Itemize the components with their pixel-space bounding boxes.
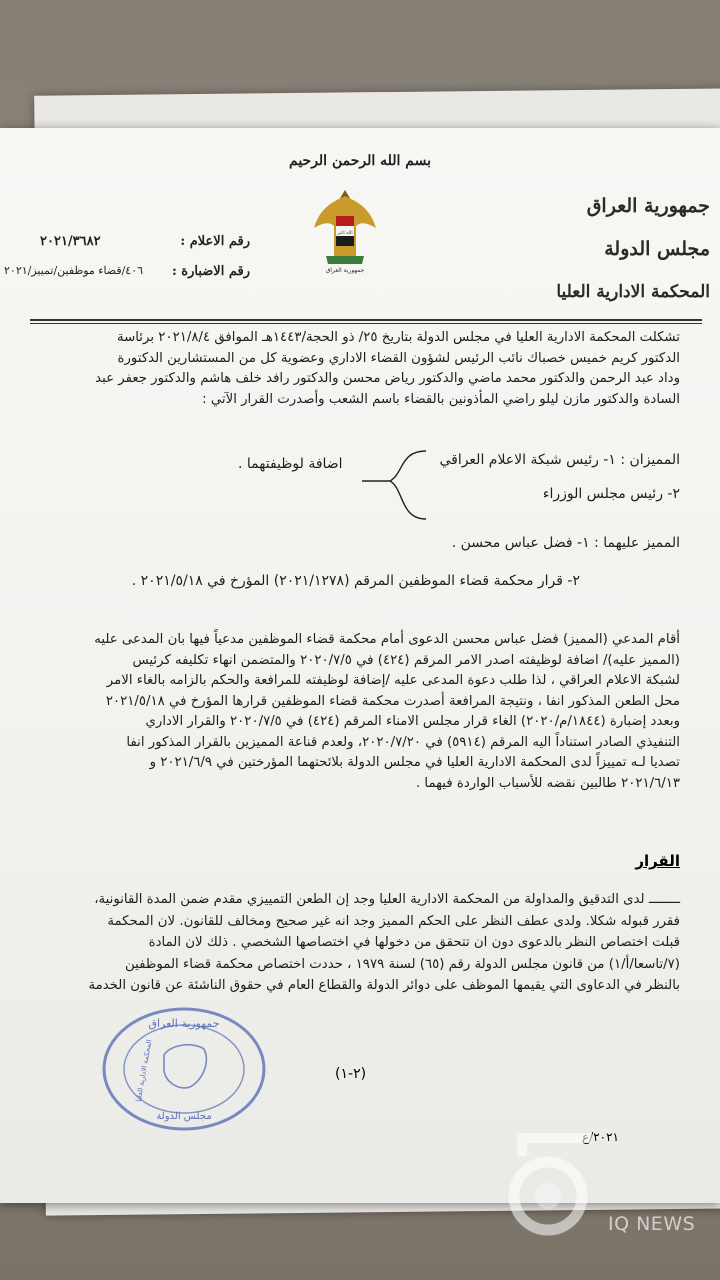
- iraq-emblem-icon: [312, 186, 378, 276]
- intro-line: السادة والدكتور مازن ليلو راضي المأذونين بالقضاء باسم الشعب وأصدرت القرار الآتي :: [202, 391, 680, 407]
- announcement-label: رقم الاعلام :: [180, 234, 250, 249]
- decision-paragraph: [30, 889, 680, 997]
- decision-line: (٧/تاسعا/أ/١) من قانون مجلس الدولة رقم (٦٥) لسنة ١٩٧٩ ، حددت اختصاص محكمة قضاء الموظفين: [124, 956, 680, 972]
- dossier-label: رقم الاضبارة :: [171, 264, 250, 279]
- facts-line: (المميز عليه)/ اضافة لوظيفته اصدر الامر المرقم (٤٢٤) في ٢٠٢٠/٧/٥ والمتضمن انهاء تكليفه كرئيس: [132, 652, 680, 668]
- org-republic: جمهورية العراق: [586, 195, 710, 217]
- iq-news-logo-icon: [492, 1130, 604, 1242]
- header-divider-thin: [30, 323, 702, 324]
- facts-line: أقام المدعي (المميز) فضل عباس محسن الدعوى أمام محكمة قضاء الموظفين مدعياً فيها بان المدعى عليه: [94, 632, 680, 647]
- appellant-1: ١- رئيس شبكة الاعلام العراقي: [439, 452, 616, 468]
- intro-line: الدكتور كريم خميس خصباك نائب الرئيس لشؤون القضاء الاداري وعضوية كل من المستشارين الدكتورة: [117, 350, 680, 366]
- facts-line: التنفيذي الصادر استناداً اليه المرقم (٥٩١٤) في ٢٠٢٠/٧/٢٠، ولعدم قناعة المميزين بالقرار المذكور انفا: [126, 734, 680, 750]
- decision-line: قبلت اختصاص النظر بالدعوى دون ان تتحقق من دخولها في اختصاصها الشخصي . ذلك لان المادة: [148, 935, 680, 950]
- decision-line: بالنظر في الدعاوى التي يقيمها الموظف على دوائر الدولة والقطاع العام في حقوق الناشئة عن قانون الخدمة: [88, 978, 680, 993]
- intro-line: تشكلت المحكمة الادارية العليا في مجلس الدولة بتاريخ ٢٥/ ذو الحجة/١٤٤٣هـ الموافق ٢٠٢١/٨/٤ برئاسة: [116, 330, 680, 345]
- appellants-row: [439, 452, 680, 468]
- respondent-row: [452, 535, 680, 551]
- grouping-brace: [360, 445, 430, 525]
- intro-paragraph: [40, 328, 680, 410]
- page-number: (٢-١): [335, 1066, 367, 1082]
- svg-text:جمهورية العراق: جمهورية العراق: [325, 267, 365, 274]
- svg-text:جمهورية العراق: جمهورية العراق: [148, 1017, 220, 1030]
- facts-line: تصديا لـه تمييزاً لدى المحكمة الادارية العليا في مجلس الدولة بلائحتهما المؤرختين في ٢٠٢١/٦/٩ و: [149, 755, 680, 770]
- svg-text:الله اكبر: الله اكبر: [337, 231, 353, 236]
- decision-line: فقرر قبوله شكلا. ولدى عطف النظر على الحكم المميز وجد انه غير صحيح ومخالف للقانون. لان المحكمة: [107, 913, 680, 929]
- header-divider: [30, 319, 702, 321]
- facts-line: محل الطعن المذكور انفا ، ونتيجة المرافعة أصدرت محكمة قضاء الموظفين قرارها المؤرخ في ٢٠٢١/٥/١٨: [105, 693, 680, 709]
- facts-line: لشبكة الاعلام العراقي ، لذا طلب دعوة المدعى عليه /إضافة لوظيفته للمرافعة والحكم بالزامه بالغاء الامر: [106, 673, 680, 688]
- appellant-2: ٢- رئيس مجلس الوزراء: [542, 486, 680, 502]
- org-state-council: مجلس الدولة: [604, 238, 710, 260]
- intro-line: وداد عبد الرحمن والدكتور محمد ماضي والدكتور رياض محسن والدكتور رافد خلف هاشم والدكتور جعفر عبد: [95, 371, 680, 386]
- institution-header: [505, 185, 710, 314]
- decision-line: ــــــــ لدى التدقيق والمداولة من المحكمة الادارية العليا وجد إن الطعن التمييزي مقدم ضمن المدة القانونية،: [94, 892, 680, 907]
- dossier-number-row: [0, 264, 250, 284]
- appellants-note: اضافة لوظيفتهما .: [238, 456, 343, 472]
- respondent-2: ٢- قرار محكمة قضاء الموظفين المرقم (٢٠٢١/١٢٧٨) المؤرخ في ٢٠٢١/٥/١٨ .: [131, 573, 580, 589]
- org-admin-court: المحكمة الادارية العليا: [556, 282, 710, 302]
- appellants-label: المميزان :: [620, 452, 680, 468]
- facts-line: ٢٠٢١/٦/١٣ طالبين نقضه للأسباب الواردة فيهما .: [415, 775, 680, 791]
- basmala-heading: بسم الله الرحمن الرحيم: [289, 153, 431, 169]
- svg-text:مجلس الدولة: مجلس الدولة: [156, 1111, 212, 1122]
- footer-date-code: ٢٠٢١/ع: [582, 1130, 619, 1144]
- official-stamp: [100, 1005, 268, 1133]
- dossier-value: ٤٠٦/قضاء موظفين/تمييز/٢٠٢١: [4, 264, 144, 277]
- facts-paragraph: [40, 630, 680, 794]
- announcement-value: ٢٠٢١/٣٦٨٢: [40, 234, 101, 249]
- svg-text:المحكمة الادارية العليا: المحكمة الادارية العليا: [134, 1039, 154, 1103]
- respondent-1: ١- فضل عباس محسن .: [451, 535, 590, 551]
- decision-title: القرار: [635, 852, 680, 870]
- facts-line: وبعدد إضبارة (١٨٤٤/م/٢٠٢٠) الغاء قرار مجلس الامناء المرقم (٤٢٤) في ٢٠٢٠/٧/٥ والقرار الاداري: [145, 714, 680, 729]
- respondent-label: المميز عليهما :: [594, 535, 680, 551]
- announcement-number-row: [0, 234, 250, 254]
- watermark-text: IQ NEWS: [608, 1213, 696, 1235]
